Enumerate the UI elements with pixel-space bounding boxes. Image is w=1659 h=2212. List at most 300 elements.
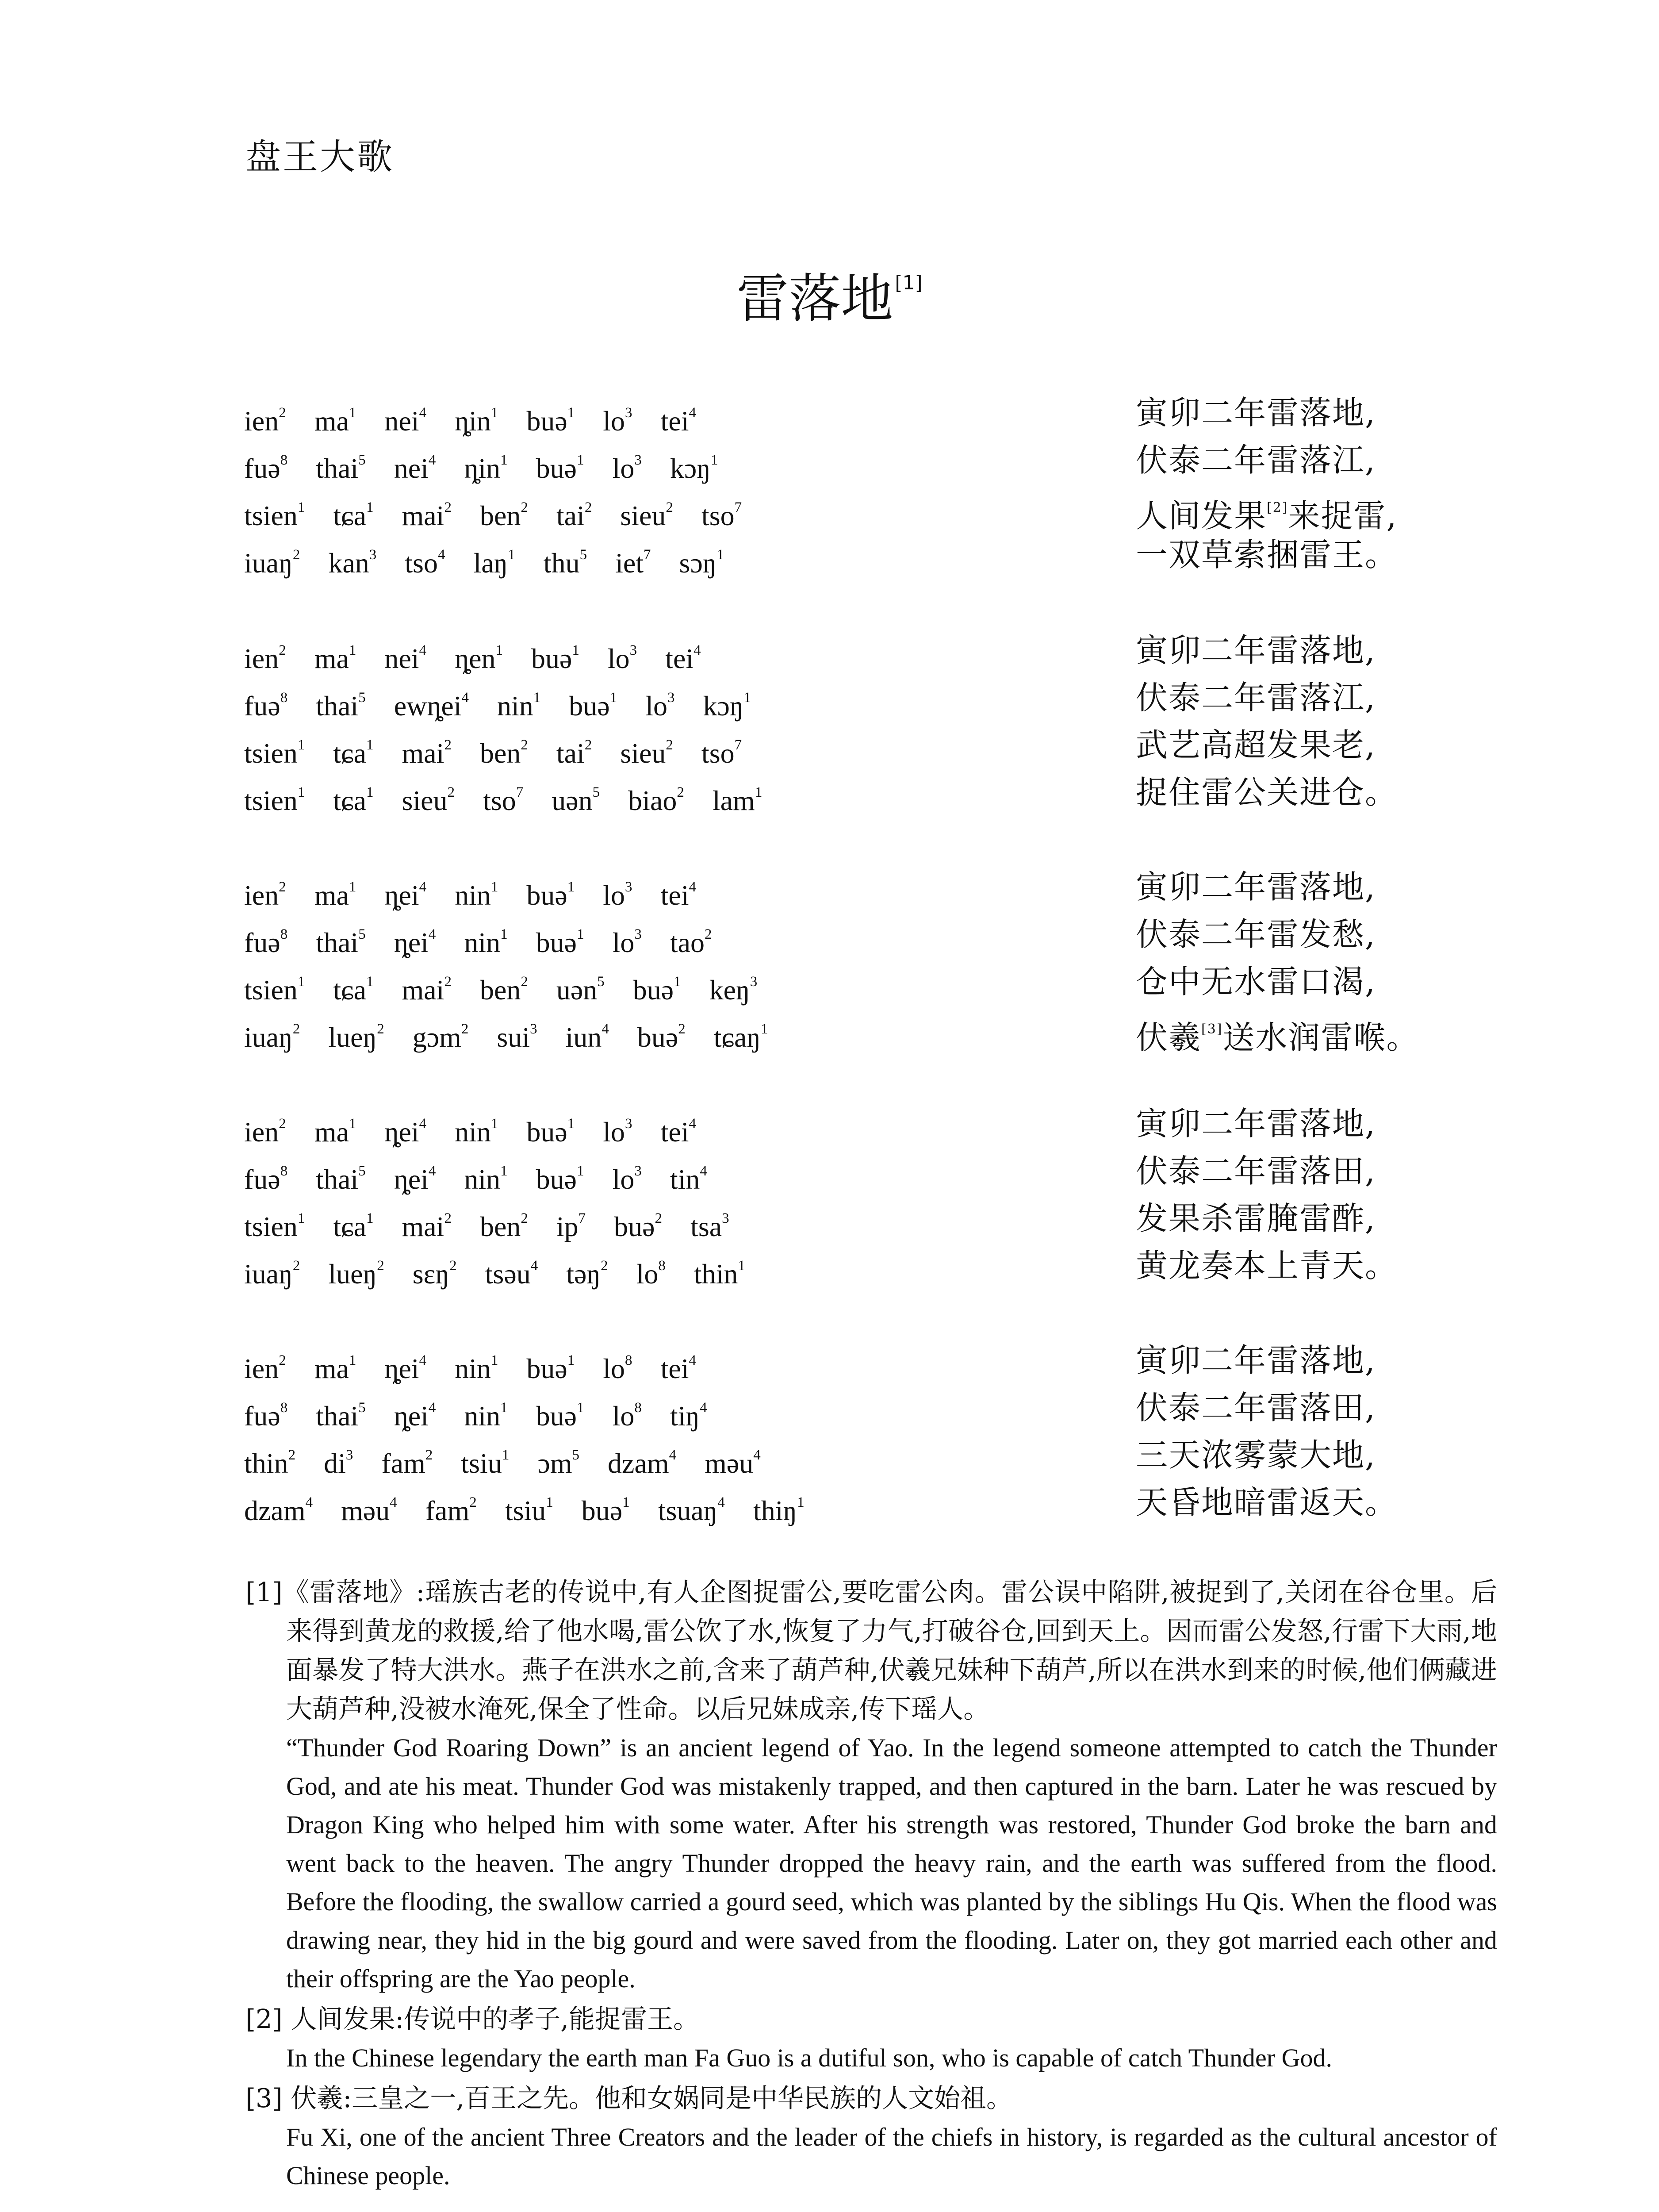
chinese-text: 人间发果 [1136, 497, 1267, 534]
syllable: $ma^1$ [314, 1116, 356, 1148]
tone-number: 3 [750, 974, 758, 990]
tone-number: 2 [601, 1258, 608, 1274]
tone-number: 4 [753, 1447, 761, 1463]
syllable: buə$^2$ [614, 1210, 663, 1242]
chinese-line [1136, 627, 1376, 674]
syllable: tsien$^1$ [244, 737, 305, 769]
syllable: nin$^1$ [455, 1116, 498, 1148]
tone-number: 8 [280, 690, 288, 706]
verse-line [0, 722, 1659, 769]
tone-number: 1 [495, 642, 503, 658]
syllable: sieu$^2$ [620, 499, 673, 531]
syllable: tso$^7$ [483, 784, 524, 816]
syllable: ien$^2$ [244, 405, 286, 437]
tone-number: 2 [444, 974, 452, 990]
chinese-text: 伏泰二年雷落田, [1136, 1152, 1376, 1190]
syllable: $di^3$ [324, 1447, 353, 1479]
tone-number: 8 [280, 1400, 288, 1416]
syllable: $ma^1$ [314, 405, 356, 437]
tone-number: 2 [521, 737, 528, 753]
tone-number: 1 [567, 879, 575, 895]
tone-number: 1 [674, 974, 681, 990]
tone-number: 2 [279, 642, 286, 658]
syllable: nin$^1$ [464, 926, 508, 958]
chinese-line [1136, 864, 1376, 911]
tone-number: 3 [625, 405, 632, 421]
syllable: nin$^1$ [455, 1352, 498, 1384]
syllable: ben$^2$ [479, 974, 528, 1006]
footnote-ref[interactable]: [3] [1201, 1022, 1223, 1037]
tone-number: 8 [658, 1258, 666, 1274]
tone-number: 4 [717, 1494, 725, 1510]
tone-number: 2 [292, 547, 300, 563]
syllable: tɕa$^1$ [333, 784, 374, 816]
chinese-line [1136, 437, 1376, 484]
tone-number: 1 [490, 405, 498, 421]
chinese-text: 寅卯二年雷落地, [1136, 394, 1376, 431]
syllable: $lo^3$ [612, 452, 642, 484]
tone-number: 1 [500, 1400, 508, 1416]
chinese-line [1136, 1195, 1376, 1242]
tone-number: 1 [508, 547, 515, 563]
tone-number: 3 [722, 1210, 729, 1226]
chinese-text: 寅卯二年雷落地, [1136, 868, 1376, 906]
syllable: tsien$^1$ [244, 499, 305, 531]
tone-number: 3 [667, 690, 675, 706]
tone-number: 1 [577, 926, 584, 942]
syllable: tei$^4$ [660, 1352, 696, 1384]
tone-number: 2 [461, 1021, 469, 1037]
syllable: ben$^2$ [479, 737, 528, 769]
tone-number: 1 [546, 1494, 553, 1510]
tone-number: 2 [584, 499, 592, 515]
syllable: $ip^7$ [556, 1210, 586, 1242]
tone-number: 8 [280, 1163, 288, 1179]
syllable: məu$^4$ [705, 1447, 761, 1479]
verse-line [0, 1242, 1659, 1290]
tone-number: 2 [666, 737, 673, 753]
syllable: ȵen$^1$ [455, 642, 503, 674]
phonetic-line [244, 769, 762, 824]
tone-number: 1 [622, 1494, 630, 1510]
syllable: fuə$^8$ [244, 690, 288, 722]
tone-number: 1 [297, 499, 305, 515]
tone-number: 5 [592, 784, 600, 800]
syllable: $ma^1$ [314, 642, 356, 674]
tone-number: 4 [700, 1163, 707, 1179]
syllable: ȵei$^4$ [384, 1352, 427, 1384]
tone-number: 1 [366, 1210, 374, 1226]
tone-number: 4 [419, 879, 427, 895]
verse-line [0, 1337, 1659, 1384]
syllable: lam$^1$ [712, 784, 762, 816]
tone-number: 1 [567, 1116, 575, 1132]
chinese-line [1136, 1100, 1376, 1148]
footnotes [245, 1573, 1497, 2195]
chinese-text: 寅卯二年雷落地, [1136, 1342, 1376, 1379]
verse-line [0, 484, 1659, 534]
tone-number: 8 [280, 452, 288, 468]
verse-line [0, 1006, 1659, 1056]
syllable: $lo^8$ [612, 1400, 642, 1432]
tone-number: 3 [634, 926, 642, 942]
tone-number: 1 [349, 642, 356, 658]
syllable: tɕaŋ$^1$ [713, 1021, 768, 1053]
syllable: $lo^3$ [607, 642, 637, 674]
verse-line [0, 389, 1659, 437]
tone-number: 7 [734, 499, 742, 515]
verse-line [0, 1195, 1659, 1242]
syllable: sɔŋ$^1$ [679, 547, 724, 579]
syllable: ɔm$^5$ [537, 1447, 579, 1479]
verse-line [0, 627, 1659, 674]
syllable: nin$^1$ [464, 1400, 508, 1432]
syllable: nei$^4$ [384, 405, 427, 437]
footnote-2-chinese: [2] 人间发果:传说中的孝子,能捉雷王。 [245, 2004, 699, 2034]
chinese-text: 天昏地暗雷返天。 [1136, 1484, 1398, 1521]
syllable: $lo^3$ [612, 1163, 642, 1195]
tone-number: 1 [533, 690, 541, 706]
syllable: tsien$^1$ [244, 784, 305, 816]
syllable: ien$^2$ [244, 879, 286, 911]
syllable: sɛŋ$^2$ [412, 1258, 457, 1290]
chinese-text: 寅卯二年雷落地, [1136, 1105, 1376, 1142]
verse-line [0, 1100, 1659, 1148]
footnote-3 [245, 2079, 1497, 2195]
syllable: iuaŋ$^2$ [244, 1021, 300, 1053]
syllable: kan$^3$ [328, 547, 377, 579]
stanza [0, 389, 1659, 579]
footnote-1-english: “Thunder God Roaring Down” is an ancient legend of Yao. In the legend someone attempted to catch the Thunder God, and ate his meat. Thunder God was mistakenly trapped, and then captured in the barn. Later he was rescued by Dragon King who helped him with some water. After his strength was restored, Thunder God broke the barn and went back to the heaven. The angry Thunder dropped the heavy rain, and the earth was suffered from the flood. Before the flooding, the swallow carried a gourd seed, which was planted by the siblings Hu Qis. When the flood was drawing near, they hid in the big gourd and were saved from the flooding. Later on, they got married each other and their offspring are the Yao people. [286, 1733, 1497, 1993]
chinese-text: 三天浓雾蒙大地, [1136, 1436, 1376, 1474]
syllable: buə$^1$ [526, 879, 575, 911]
tone-number: 2 [449, 1258, 457, 1274]
syllable: thai$^5$ [316, 690, 366, 722]
footnote-ref[interactable]: [2] [1267, 500, 1288, 515]
tone-number: 4 [602, 1021, 609, 1037]
tone-number: 5 [358, 926, 366, 942]
syllable: tei$^4$ [660, 1116, 696, 1148]
chinese-text: 黄龙奏本上青天。 [1136, 1247, 1398, 1284]
syllable: sui$^3$ [497, 1021, 537, 1053]
chinese-text: 伏泰二年雷发愁, [1136, 916, 1376, 953]
syllable: fuə$^8$ [244, 452, 288, 484]
tone-number: 1 [502, 1447, 510, 1463]
tone-number: 1 [349, 1352, 356, 1368]
footnote-1-chinese: [1]《雷落地》:瑶族古老的传说中,有人企图捉雷公,要吃雷公肉。雷公误中陷阱,被捉到了,关闭在谷仓里。后来得到黄龙的救援,给了他水喝,雷公饮了水,恢复了力气,打破谷仓,回到天上。因而雷公发怒,行雷下大雨,地面暴发了特大洪水。燕子在洪水之前,含来了葫芦种,伏羲兄妹种下葫芦,所以在洪水到来的时候,他们俩藏进大葫芦种,没被水淹死,保全了性命。以后兄妹成亲,传下瑶人。 [245, 1577, 1498, 1724]
tone-number: 5 [579, 547, 587, 563]
chinese-text-tail: 送水润雷喉。 [1222, 1019, 1419, 1056]
tone-number: 1 [500, 452, 508, 468]
chinese-text: 伏泰二年雷落江, [1136, 442, 1376, 479]
phonetic-line [244, 1006, 768, 1061]
syllable: buə$^1$ [536, 452, 584, 484]
syllable: thin$^2$ [244, 1447, 296, 1479]
syllable: nei$^4$ [394, 452, 436, 484]
verse-line [0, 1148, 1659, 1195]
syllable: tsəu$^4$ [485, 1258, 538, 1290]
syllable: tɕa$^1$ [333, 1210, 374, 1242]
tone-number: 7 [516, 784, 524, 800]
tone-number: 2 [279, 879, 286, 895]
syllable: ȵei$^4$ [384, 1116, 427, 1148]
tone-number: 4 [419, 1352, 427, 1368]
tone-number: 2 [521, 974, 528, 990]
tone-number: 4 [390, 1494, 397, 1510]
syllable: buə$^2$ [637, 1021, 686, 1053]
syllable: sieu$^2$ [620, 737, 673, 769]
tone-number: 2 [288, 1447, 296, 1463]
syllable: tɕa$^1$ [333, 737, 374, 769]
chinese-line [1136, 1148, 1376, 1195]
tone-number: 2 [469, 1494, 477, 1510]
syllable: fuə$^8$ [244, 1163, 288, 1195]
syllable: ȵei$^4$ [384, 879, 427, 911]
tone-number: 2 [678, 1021, 686, 1037]
tone-number: 5 [572, 1447, 579, 1463]
tone-number: 2 [655, 1210, 663, 1226]
syllable: tsien$^1$ [244, 974, 305, 1006]
tone-number: 1 [577, 1400, 584, 1416]
syllable: buə$^1$ [531, 642, 579, 674]
syllable: thai$^5$ [316, 1400, 366, 1432]
syllable: fam$^2$ [425, 1494, 477, 1526]
chinese-line [1136, 722, 1376, 769]
syllable: buə$^1$ [536, 1400, 584, 1432]
tone-number: 1 [710, 452, 718, 468]
tone-number: 4 [437, 547, 445, 563]
tone-number: 1 [609, 690, 617, 706]
syllable: tin$^4$ [670, 1163, 707, 1195]
tone-number: 2 [377, 1021, 384, 1037]
tone-number: 4 [669, 1447, 677, 1463]
tone-number: 4 [689, 1116, 696, 1132]
chinese-line [1136, 1242, 1398, 1290]
tone-number: 1 [567, 1352, 575, 1368]
tone-number: 1 [366, 974, 374, 990]
syllable: fam$^2$ [381, 1447, 433, 1479]
syllable: tsuaŋ$^4$ [658, 1494, 725, 1526]
syllable: buə$^1$ [632, 974, 681, 1006]
running-header: 盘王大歌 [245, 136, 394, 177]
syllable: tɕa$^1$ [333, 499, 374, 531]
syllable: tei$^4$ [665, 642, 701, 674]
tone-number: 8 [634, 1400, 642, 1416]
chinese-text: 捉住雷公关进仓。 [1136, 774, 1398, 811]
syllable: $lo^3$ [603, 1116, 632, 1148]
tone-number: 4 [305, 1494, 313, 1510]
syllable: laŋ$^1$ [473, 547, 515, 579]
tone-number: 3 [634, 1163, 642, 1179]
tone-number: 4 [428, 1400, 436, 1416]
syllable: thai$^5$ [316, 1163, 366, 1195]
tone-number: 2 [521, 499, 528, 515]
chinese-line [1136, 1006, 1419, 1061]
syllable: tɕa$^1$ [333, 974, 374, 1006]
tone-number: 8 [625, 1352, 632, 1368]
tone-number: 4 [530, 1258, 538, 1274]
verse-line [0, 864, 1659, 911]
syllable: thin$^1$ [693, 1258, 745, 1290]
poem-title-text: 雷落地 [736, 268, 893, 329]
chinese-text: 伏泰二年雷落江, [1136, 679, 1376, 716]
tone-number: 2 [279, 1352, 286, 1368]
chinese-text: 发果杀雷腌雷酢, [1136, 1200, 1376, 1237]
syllable: ewȵei$^4$ [394, 690, 469, 722]
syllable: iuaŋ$^2$ [244, 547, 300, 579]
tone-number: 2 [444, 499, 452, 515]
tone-number: 1 [716, 547, 724, 563]
tone-number: 4 [461, 690, 469, 706]
syllable: mai$^2$ [402, 974, 452, 1006]
tone-number: 2 [677, 784, 684, 800]
syllable: $ma^1$ [314, 1352, 356, 1384]
syllable: tso$^4$ [405, 547, 445, 579]
tone-number: 2 [292, 1021, 300, 1037]
syllable: tso$^7$ [701, 737, 742, 769]
phonetic-line [244, 531, 724, 587]
syllable: məu$^4$ [341, 1494, 397, 1526]
verse-line [0, 769, 1659, 816]
tone-number: 4 [689, 405, 696, 421]
syllable: tao$^2$ [670, 926, 712, 958]
syllable: ien$^2$ [244, 642, 286, 674]
syllable: tei$^4$ [660, 879, 696, 911]
syllable: buə$^1$ [536, 926, 584, 958]
tone-number: 2 [292, 1258, 300, 1274]
syllable: fuə$^8$ [244, 1400, 288, 1432]
verse-line [0, 674, 1659, 722]
tone-number: 2 [447, 784, 455, 800]
verse-line [0, 958, 1659, 1006]
stanza [0, 627, 1659, 816]
syllable: buə$^1$ [526, 405, 575, 437]
chinese-line [1136, 531, 1398, 579]
tone-number: 4 [419, 405, 427, 421]
tone-number: 4 [693, 642, 701, 658]
tone-number: 3 [345, 1447, 353, 1463]
chinese-line [1136, 958, 1376, 1006]
syllable: uən$^5$ [552, 784, 600, 816]
tone-number: 7 [644, 547, 651, 563]
verse-line [0, 1384, 1659, 1432]
tone-number: 3 [625, 879, 632, 895]
tone-number: 5 [597, 974, 605, 990]
syllable: tsien$^1$ [244, 1210, 305, 1242]
syllable: kɔŋ$^1$ [703, 690, 751, 722]
syllable: ȵei$^4$ [394, 926, 436, 958]
syllable: tsa$^3$ [690, 1210, 729, 1242]
syllable: buə$^1$ [526, 1116, 575, 1148]
tone-number: 1 [500, 926, 508, 942]
syllable: tso$^7$ [701, 499, 742, 531]
tone-number: 1 [366, 784, 374, 800]
tone-number: 2 [377, 1258, 384, 1274]
tone-number: 1 [490, 1352, 498, 1368]
syllable: buə$^1$ [581, 1494, 630, 1526]
tone-number: 4 [428, 452, 436, 468]
chinese-line [1136, 1479, 1398, 1526]
syllable: fuə$^8$ [244, 926, 288, 958]
footnote-2 [245, 2000, 1497, 2077]
syllable: $ma^1$ [314, 879, 356, 911]
chinese-line [1136, 1432, 1376, 1479]
chinese-line [1136, 769, 1398, 816]
syllable: thu$^5$ [543, 547, 587, 579]
stanza [0, 864, 1659, 1056]
syllable: $lo^3$ [603, 879, 632, 911]
syllable: iun$^4$ [565, 1021, 609, 1053]
syllable: biao$^2$ [628, 784, 684, 816]
chinese-line [1136, 911, 1376, 958]
tone-number: 1 [500, 1163, 508, 1179]
phonetic-line [244, 1479, 805, 1534]
syllable: $lo^3$ [603, 405, 632, 437]
tone-number: 4 [689, 879, 696, 895]
tone-number: 1 [297, 1210, 305, 1226]
syllable: uən$^5$ [556, 974, 605, 1006]
tone-number: 2 [279, 405, 286, 421]
tone-number: 2 [444, 737, 452, 753]
footnote-ref-1[interactable]: [1] [895, 272, 923, 294]
verse-line [0, 531, 1659, 579]
tone-number: 4 [428, 926, 436, 942]
stanza [0, 1100, 1659, 1290]
syllable: gɔm$^2$ [412, 1021, 469, 1053]
tone-number: 1 [366, 737, 374, 753]
syllable: ien$^2$ [244, 1116, 286, 1148]
tone-number: 5 [358, 1163, 366, 1179]
tone-number: 1 [577, 452, 584, 468]
tone-number: 2 [279, 1116, 286, 1132]
syllable: tai$^2$ [556, 737, 592, 769]
tone-number: 3 [369, 547, 377, 563]
tone-number: 2 [425, 1447, 433, 1463]
tone-number: 1 [349, 405, 356, 421]
syllable: təŋ$^2$ [566, 1258, 608, 1290]
syllable: $lo^3$ [645, 690, 675, 722]
syllable: mai$^2$ [402, 1210, 452, 1242]
tone-number: 1 [797, 1494, 805, 1510]
syllable: thai$^5$ [316, 926, 366, 958]
syllable: lueŋ$^2$ [328, 1021, 384, 1053]
syllable: ȵin$^1$ [464, 452, 508, 484]
chinese-text-tail: 来捉雷, [1288, 497, 1398, 534]
verse-line [0, 911, 1659, 958]
syllable: ȵin$^1$ [455, 405, 498, 437]
footnote-3-chinese: [3] 伏羲:三皇之一,百王之先。他和女娲同是中华民族的人文始祖。 [245, 2083, 1012, 2113]
tone-number: 1 [572, 642, 579, 658]
poem-title [0, 257, 1659, 332]
tone-number: 1 [743, 690, 751, 706]
tone-number: 1 [490, 879, 498, 895]
syllable: tiŋ$^4$ [670, 1400, 707, 1432]
tone-number: 2 [666, 499, 673, 515]
tone-number: 4 [428, 1163, 436, 1179]
tone-number: 2 [521, 1210, 528, 1226]
syllable: nin$^1$ [455, 879, 498, 911]
tone-number: 2 [584, 737, 592, 753]
tone-number: 1 [297, 784, 305, 800]
syllable: $lo^8$ [603, 1352, 632, 1384]
chinese-text: 伏泰二年雷落田, [1136, 1389, 1376, 1426]
tone-number: 4 [419, 642, 427, 658]
syllable: thiŋ$^1$ [753, 1494, 805, 1526]
syllable: dzam$^4$ [244, 1494, 313, 1526]
syllable: lueŋ$^2$ [328, 1258, 384, 1290]
tone-number: 1 [297, 974, 305, 990]
tone-number: 3 [530, 1021, 537, 1037]
